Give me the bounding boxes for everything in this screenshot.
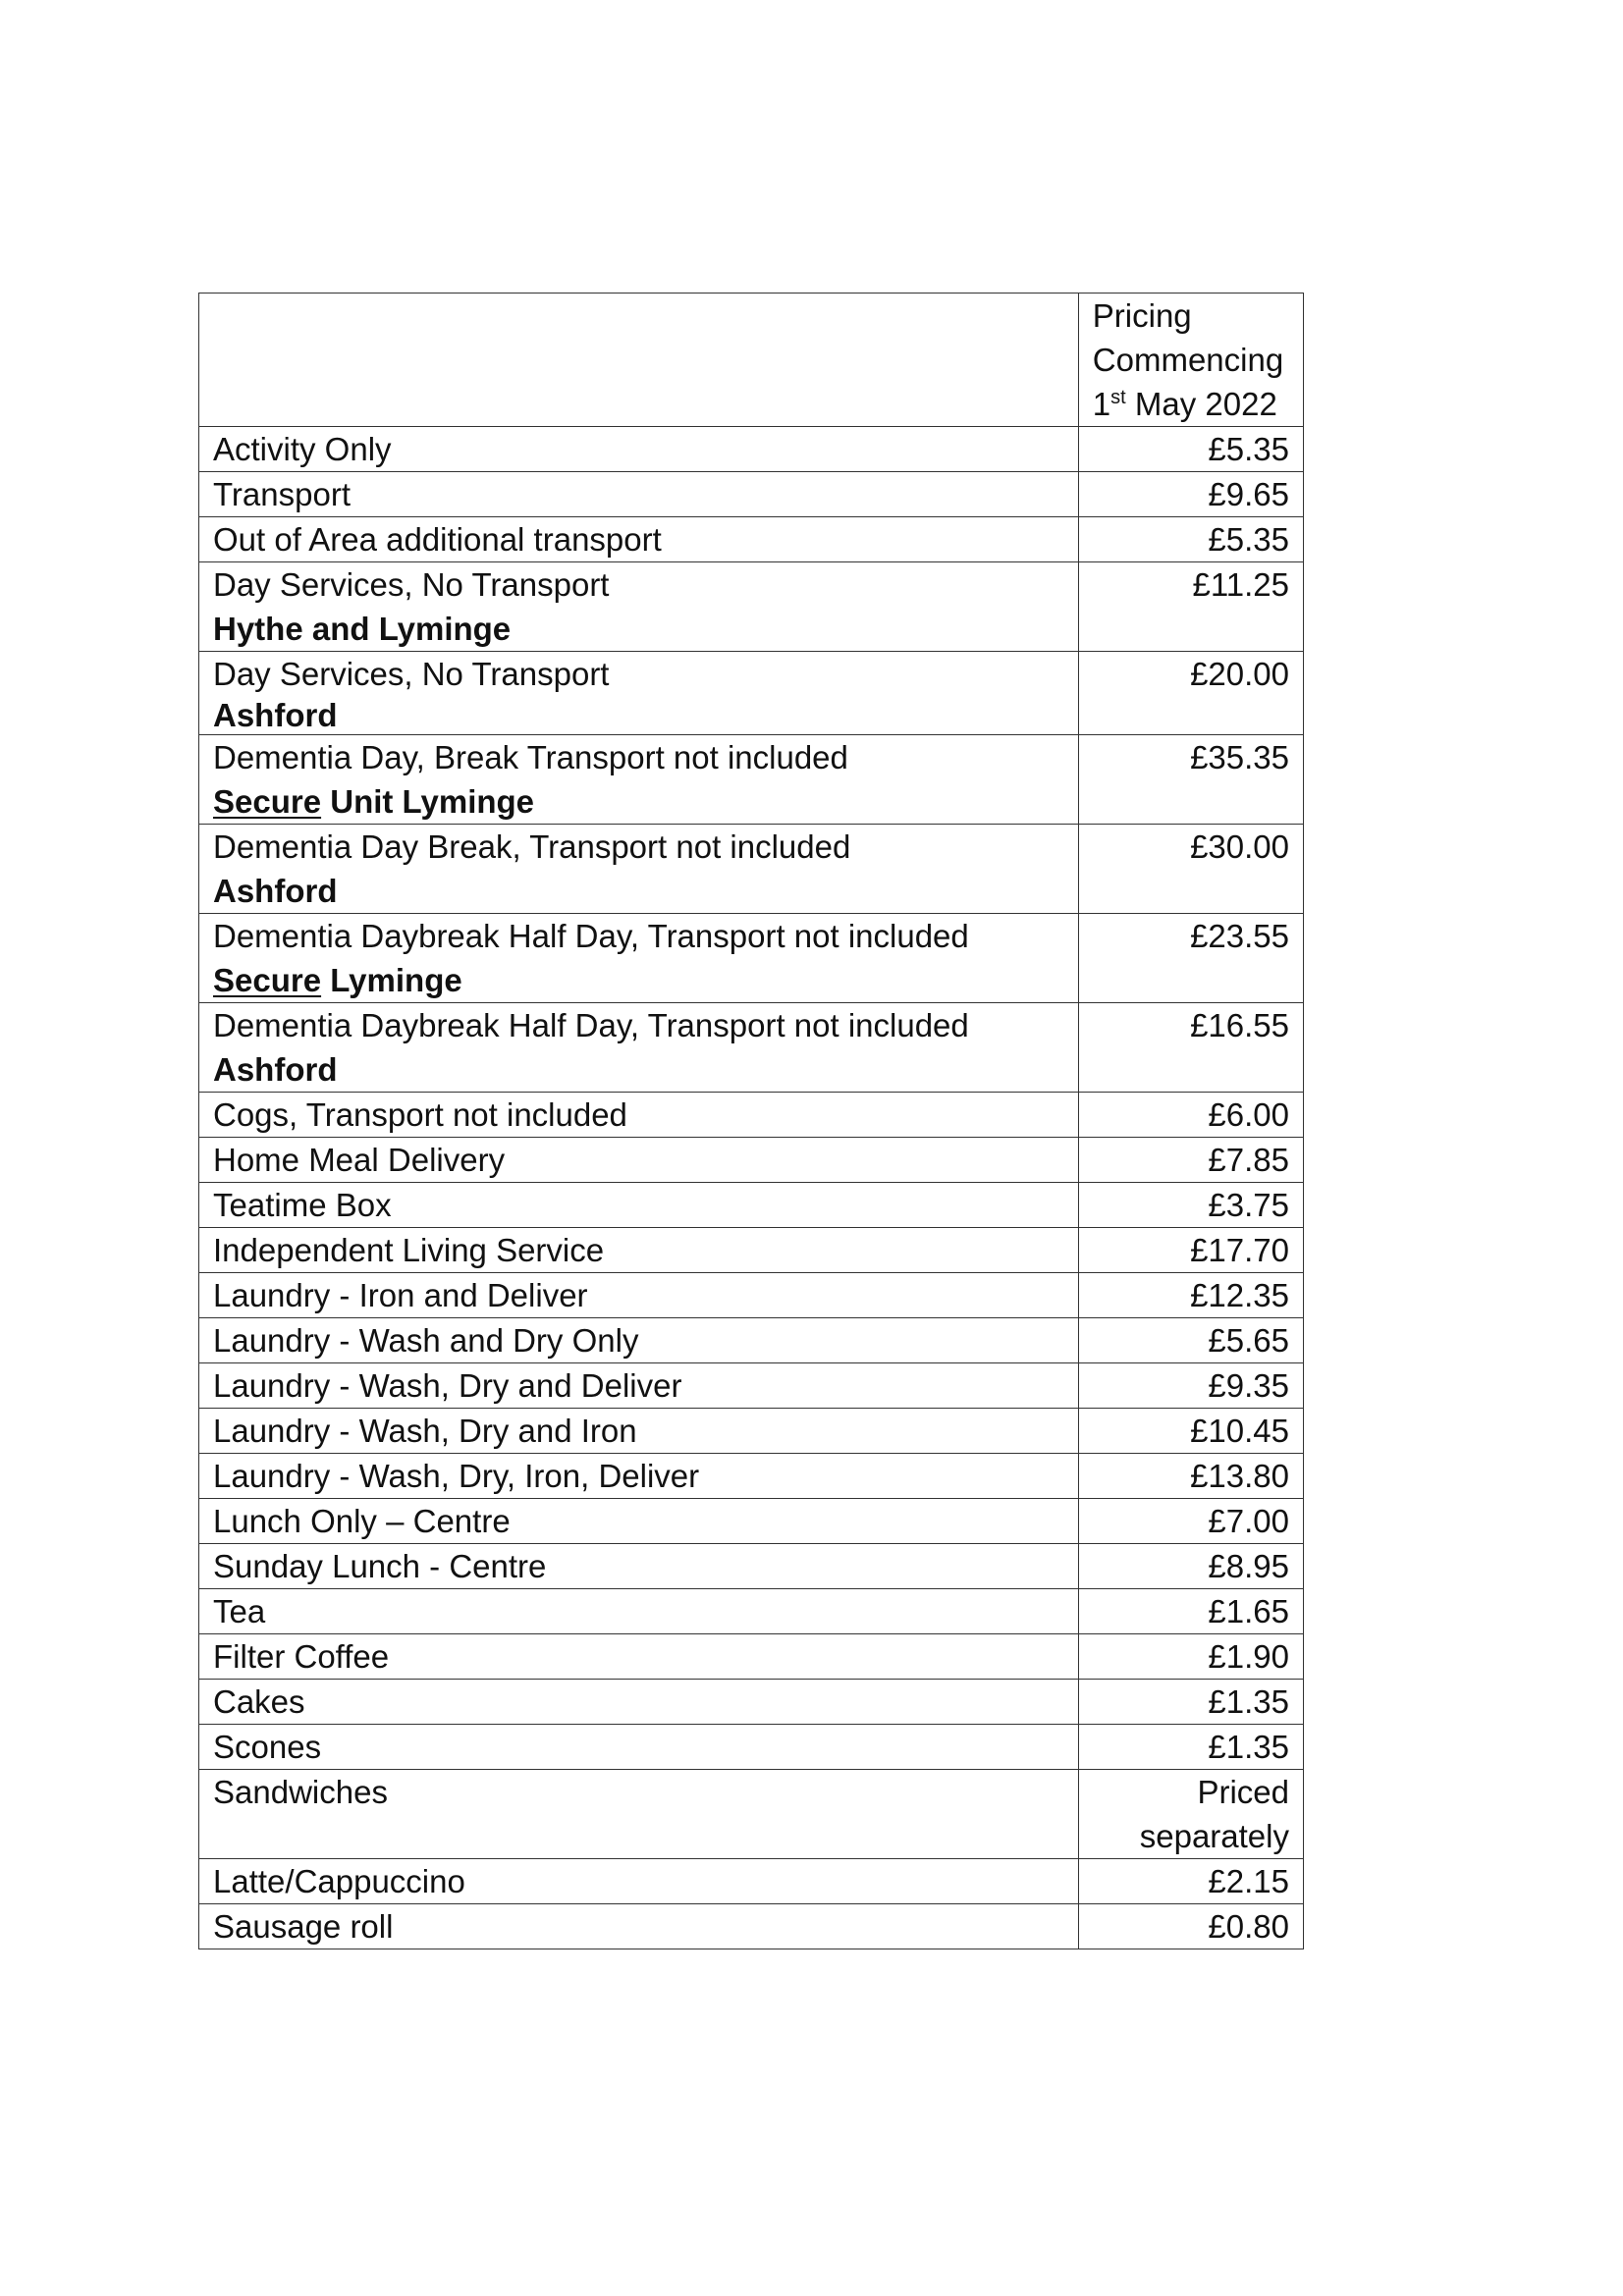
table-row: [199, 1589, 1304, 1634]
row-price: £13.80: [1078, 1454, 1303, 1499]
row-price: £10.45: [1078, 1409, 1303, 1454]
header-blank-cell: [199, 294, 1079, 427]
header-pricing-cell: [1078, 294, 1303, 427]
row-location: Ashford: [213, 873, 338, 909]
row-location: Hythe and Lyminge: [213, 611, 512, 647]
table-row: [199, 1363, 1304, 1409]
row-price-cell: [1078, 1770, 1303, 1859]
row-label: Activity Only: [199, 427, 1079, 472]
header-date-rest: May 2022: [1125, 386, 1277, 422]
table-row: [199, 914, 1304, 1003]
row-price: £7.85: [1078, 1138, 1303, 1183]
row-label: Latte/Cappuccino: [199, 1859, 1079, 1904]
row-label: Independent Living Service: [199, 1228, 1079, 1273]
row-price-line-1: Priced: [1197, 1774, 1289, 1810]
row-label-cell: [199, 1003, 1079, 1093]
row-label: Laundry - Wash, Dry and Deliver: [199, 1363, 1079, 1409]
row-price: £17.70: [1078, 1228, 1303, 1273]
row-price: £8.95: [1078, 1544, 1303, 1589]
row-label: Dementia Day, Break Transport not included: [213, 739, 848, 775]
row-price: £12.35: [1078, 1273, 1303, 1318]
row-label-cell: [199, 735, 1079, 825]
row-price: £0.80: [1078, 1904, 1303, 1949]
table-header-row: [199, 294, 1304, 427]
row-location: Ashford: [213, 1051, 338, 1088]
row-label: Tea: [199, 1589, 1079, 1634]
row-price: £16.55: [1078, 1003, 1303, 1093]
row-label: Cogs, Transport not included: [199, 1093, 1079, 1138]
row-label: Dementia Day Break, Transport not included: [213, 828, 851, 865]
row-label: Dementia Daybreak Half Day, Transport not included: [213, 1007, 969, 1043]
table-row: [199, 1499, 1304, 1544]
row-label: Dementia Daybreak Half Day, Transport not included: [213, 918, 969, 954]
row-price: £3.75: [1078, 1183, 1303, 1228]
row-label: Sandwiches: [199, 1770, 1079, 1859]
row-price: £30.00: [1078, 825, 1303, 914]
table-row: [199, 1228, 1304, 1273]
row-label: Out of Area additional transport: [199, 517, 1079, 562]
row-price: £1.65: [1078, 1589, 1303, 1634]
row-price: £9.35: [1078, 1363, 1303, 1409]
row-label: Teatime Box: [199, 1183, 1079, 1228]
row-label: Home Meal Delivery: [199, 1138, 1079, 1183]
row-price: £9.65: [1078, 472, 1303, 517]
table-row: [199, 1680, 1304, 1725]
row-location: Ashford: [213, 697, 338, 733]
row-label: Cakes: [199, 1680, 1079, 1725]
table-row: [199, 1725, 1304, 1770]
table-row: [199, 1409, 1304, 1454]
row-label-cell: [199, 825, 1079, 914]
table-row: [199, 1003, 1304, 1093]
header-line-1: Pricing: [1092, 297, 1192, 334]
row-label: Sausage roll: [199, 1904, 1079, 1949]
table-row: [199, 472, 1304, 517]
table-row: [199, 1544, 1304, 1589]
table-row: [199, 652, 1304, 735]
table-row: [199, 825, 1304, 914]
row-label: Laundry - Wash, Dry, Iron, Deliver: [199, 1454, 1079, 1499]
row-label: Day Services, No Transport: [213, 566, 610, 603]
row-price: £1.90: [1078, 1634, 1303, 1680]
table-row: [199, 1454, 1304, 1499]
row-price-line-2: separately: [1139, 1818, 1289, 1854]
row-location: [213, 779, 1064, 824]
header-line-2: Commencing: [1092, 342, 1284, 378]
table-row: [199, 1273, 1304, 1318]
row-label: Filter Coffee: [199, 1634, 1079, 1680]
row-location-emphasis: Secure: [213, 783, 322, 820]
row-label-cell: [199, 914, 1079, 1003]
table-row: [199, 1183, 1304, 1228]
table-row: [199, 1770, 1304, 1859]
row-price: £6.00: [1078, 1093, 1303, 1138]
table-row: [199, 562, 1304, 652]
table-row: [199, 1904, 1304, 1949]
header-date-suffix: st: [1110, 387, 1126, 408]
row-price: £35.35: [1078, 735, 1303, 825]
row-location-rest: Unit Lyminge: [321, 783, 535, 820]
row-label: Laundry - Iron and Deliver: [199, 1273, 1079, 1318]
row-price: £11.25: [1078, 562, 1303, 652]
row-price: £7.00: [1078, 1499, 1303, 1544]
row-label-cell: [199, 562, 1079, 652]
row-label: Sunday Lunch - Centre: [199, 1544, 1079, 1589]
row-price: £2.15: [1078, 1859, 1303, 1904]
table-row: [199, 1634, 1304, 1680]
row-price: £5.35: [1078, 427, 1303, 472]
row-location-rest: Lyminge: [321, 962, 462, 998]
row-price: £5.65: [1078, 1318, 1303, 1363]
row-label: Laundry - Wash and Dry Only: [199, 1318, 1079, 1363]
table-row: [199, 427, 1304, 472]
header-date-day: 1: [1092, 386, 1111, 422]
table-row: [199, 517, 1304, 562]
row-price: £1.35: [1078, 1725, 1303, 1770]
row-location-emphasis: Secure: [213, 962, 322, 998]
table-row: [199, 1318, 1304, 1363]
price-table: [198, 293, 1304, 1949]
row-label: Lunch Only – Centre: [199, 1499, 1079, 1544]
table-row: [199, 1138, 1304, 1183]
row-label: Laundry - Wash, Dry and Iron: [199, 1409, 1079, 1454]
table-row: [199, 735, 1304, 825]
row-label-cell: [199, 652, 1079, 735]
row-price: £20.00: [1078, 652, 1303, 735]
row-price: £1.35: [1078, 1680, 1303, 1725]
row-price: £5.35: [1078, 517, 1303, 562]
row-location: [213, 958, 1064, 1002]
table-row: [199, 1859, 1304, 1904]
table-row: [199, 1093, 1304, 1138]
row-label: Transport: [199, 472, 1079, 517]
row-label: Day Services, No Transport: [213, 656, 610, 692]
row-label: Scones: [199, 1725, 1079, 1770]
row-price: £23.55: [1078, 914, 1303, 1003]
